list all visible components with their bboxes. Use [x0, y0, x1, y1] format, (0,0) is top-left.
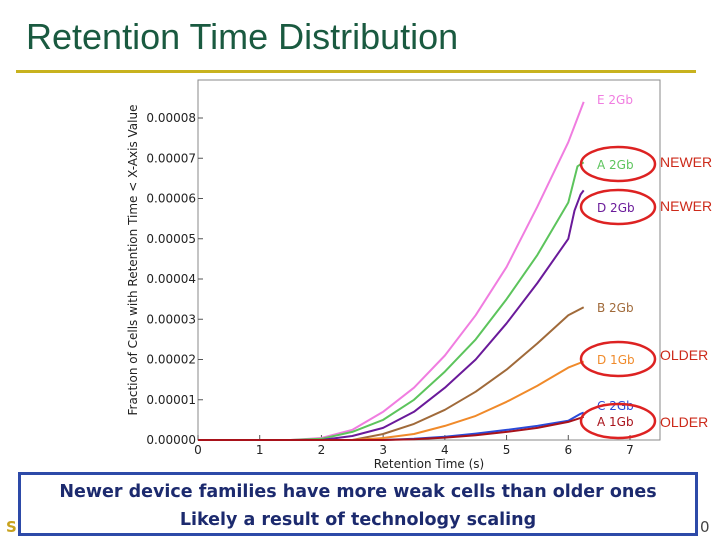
series-label-b-2gb: B 2Gb: [597, 301, 634, 315]
tag-newer-a2gb: NEWER: [660, 154, 713, 170]
slide-title: Retention Time Distribution: [26, 16, 459, 57]
x-tick-label: 5: [502, 443, 511, 457]
x-tick-label: 4: [441, 443, 449, 457]
y-tick-label: 0.00003: [146, 312, 196, 327]
y-tick-label: 0.00005: [146, 231, 196, 246]
series-label-a-2gb: A 2Gb: [597, 158, 634, 172]
x-tick-label: 2: [317, 443, 326, 457]
x-tick-label: 6: [564, 443, 573, 457]
tag-older-d1gb: OLDER: [660, 347, 709, 363]
series-label-c-2gb: C 2Gb: [597, 399, 634, 413]
x-tick-label: 3: [379, 443, 387, 457]
footer-left-text: S: [6, 518, 17, 536]
takeaway-callout: [18, 472, 698, 536]
y-tick-label: 0.00001: [146, 392, 196, 407]
tag-older-a1gb: OLDER: [660, 414, 709, 430]
tag-newer-d2gb: NEWER: [660, 198, 713, 214]
x-tick-label: 1: [255, 443, 264, 457]
y-tick-label: 0.00000: [146, 433, 196, 447]
y-tick-label: 0.00002: [146, 352, 196, 367]
y-tick-label: 0.00006: [146, 191, 196, 206]
series-label-a-1gb: A 1Gb: [597, 415, 634, 429]
x-axis-label: Retention Time (s): [373, 457, 485, 470]
series-label-d-1gb: D 1Gb: [597, 353, 635, 367]
page-number: 0: [700, 518, 710, 536]
series-label-d-2gb: D 2Gb: [597, 201, 635, 215]
callout-line-1: Newer device families have more weak cells than older ones: [59, 482, 657, 502]
x-tick-label: 0: [194, 443, 202, 457]
y-tick-label: 0.00004: [146, 272, 196, 286]
y-tick-label: 0.00007: [146, 151, 196, 166]
y-axis-label: Fraction of Cells with Retention Time < X-Axis Value: [126, 104, 140, 416]
y-tick-label: 0.00008: [146, 111, 196, 125]
callout-line-2: Likely a result of technology scaling: [179, 510, 537, 530]
series-label-e-2gb: E 2Gb: [597, 93, 633, 107]
x-tick-label: 7: [626, 443, 634, 457]
